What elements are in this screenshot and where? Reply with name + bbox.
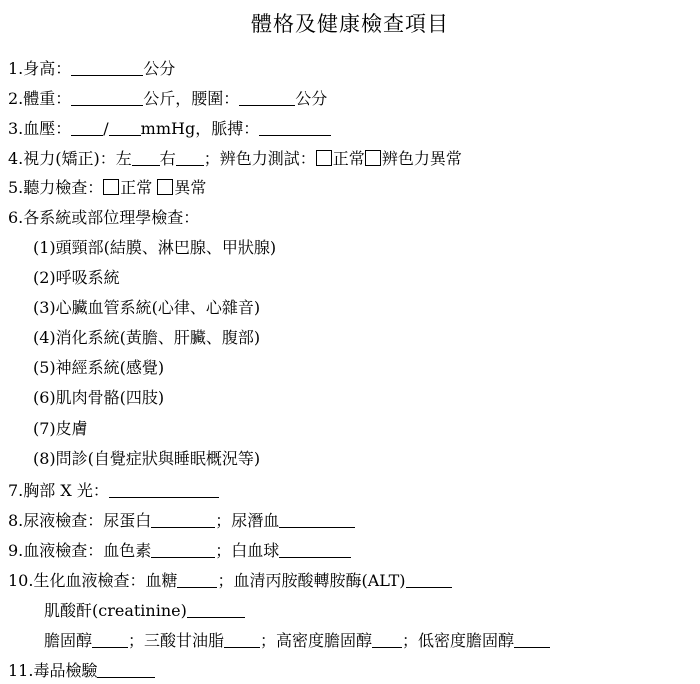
weight-field[interactable] bbox=[71, 89, 143, 106]
bp-slash: / bbox=[103, 119, 109, 138]
item-chest-xray bbox=[8, 480, 219, 502]
hemoglobin-label: 血液檢查：血色素 bbox=[23, 541, 152, 560]
item-urine-test bbox=[8, 510, 355, 532]
exam-sub-item: (4)消化系統(黃膽、肝臟、腹部) bbox=[33, 328, 261, 347]
alt-label: ；血清丙胺酸轉胺酶(ALT) bbox=[217, 571, 406, 590]
item-biochem-test bbox=[8, 570, 452, 592]
hearing-abnormal-label: 異常 bbox=[174, 178, 207, 197]
triglyceride-label: ；三酸甘油脂 bbox=[128, 631, 225, 650]
hearing-abnormal-checkbox[interactable] bbox=[157, 179, 173, 195]
drug-test-field[interactable] bbox=[97, 661, 155, 678]
vision-left-field[interactable] bbox=[132, 149, 160, 166]
item-weight bbox=[8, 88, 327, 110]
item-number: 2. bbox=[8, 89, 24, 108]
alt-field[interactable] bbox=[406, 571, 452, 588]
hemoglobin-field[interactable] bbox=[151, 541, 215, 558]
creatinine-field[interactable] bbox=[187, 601, 245, 618]
triglyceride-field[interactable] bbox=[224, 631, 260, 648]
drug-test-label: 毒品檢驗 bbox=[33, 661, 98, 680]
ldl-label: ；低密度膽固醇 bbox=[402, 631, 515, 650]
item-physical-exam bbox=[8, 207, 199, 229]
wbc-field[interactable] bbox=[279, 541, 351, 558]
exam-sub-item: (6)肌肉骨骼(四肢) bbox=[33, 388, 165, 407]
item-number: 1. bbox=[8, 59, 24, 78]
item-hearing bbox=[8, 177, 206, 199]
page-title: 體格及健康檢查項目 bbox=[251, 12, 449, 36]
bp-label: 血壓： bbox=[23, 119, 72, 138]
color-abnormal-label: 辨色力異常 bbox=[381, 149, 462, 168]
cholesterol-label: 膽固醇 bbox=[44, 631, 93, 650]
hearing-normal-label: 正常 bbox=[120, 178, 153, 197]
bp-systolic-field[interactable] bbox=[71, 119, 103, 136]
bp-diastolic-field[interactable] bbox=[109, 119, 141, 136]
item-drug-test bbox=[8, 660, 155, 682]
color-test-label: ；辨色力測試： bbox=[203, 149, 316, 168]
urine-blood-label: ；尿潛血 bbox=[215, 511, 280, 530]
exam-sub-item: (5)神經系統(感覺) bbox=[33, 358, 165, 377]
waist-unit: 公分 bbox=[295, 89, 328, 108]
chest-xray-label: 胸部 X 光： bbox=[23, 481, 109, 500]
height-unit: 公分 bbox=[143, 59, 176, 78]
item-number: 10. bbox=[8, 571, 34, 590]
item-number: 3. bbox=[8, 119, 24, 138]
item-number: 7. bbox=[8, 481, 24, 500]
urine-blood-field[interactable] bbox=[279, 511, 355, 528]
height-label: 身高： bbox=[23, 59, 72, 78]
lipid-row bbox=[44, 630, 550, 652]
weight-label: 體重： bbox=[23, 89, 72, 108]
item-number: 6. bbox=[8, 208, 24, 227]
exam-sub-item: (8)問診(自覺症狀與睡眠概況等) bbox=[33, 449, 261, 468]
item-height bbox=[8, 58, 175, 80]
chest-xray-field[interactable] bbox=[109, 481, 219, 498]
item-number: 4. bbox=[8, 149, 24, 168]
ldl-field[interactable] bbox=[514, 631, 550, 648]
waist-label: 公斤，腰圍： bbox=[143, 89, 240, 108]
exam-sub-item: (2)呼吸系統 bbox=[33, 268, 120, 287]
item-number: 8. bbox=[8, 511, 24, 530]
item-number: 9. bbox=[8, 541, 24, 560]
color-normal-checkbox[interactable] bbox=[316, 150, 332, 166]
vision-right-label: 右 bbox=[159, 149, 176, 168]
waist-field[interactable] bbox=[239, 89, 295, 106]
exam-sub-item: (7)皮膚 bbox=[33, 419, 88, 438]
exam-sub-item: (1)頭頸部(結膜、淋巴腺、甲狀腺) bbox=[33, 238, 277, 257]
blood-sugar-label: 生化血液檢查：血糖 bbox=[33, 571, 178, 590]
urine-protein-field[interactable] bbox=[151, 511, 215, 528]
item-number: 11. bbox=[8, 661, 34, 680]
color-normal-label: 正常 bbox=[332, 149, 365, 168]
item-number: 5. bbox=[8, 178, 24, 197]
physical-exam-label: 各系統或部位理學檢查： bbox=[23, 208, 200, 227]
hdl-label: ；高密度膽固醇 bbox=[260, 631, 373, 650]
blood-sugar-field[interactable] bbox=[177, 571, 217, 588]
hdl-field[interactable] bbox=[372, 631, 402, 648]
pulse-field[interactable] bbox=[259, 119, 331, 136]
wbc-label: ；白血球 bbox=[215, 541, 280, 560]
creatinine-row bbox=[44, 600, 245, 622]
urine-protein-label: 尿液檢查：尿蛋白 bbox=[23, 511, 152, 530]
vision-right-field[interactable] bbox=[176, 149, 204, 166]
item-blood-pressure bbox=[8, 118, 331, 140]
cholesterol-field[interactable] bbox=[92, 631, 128, 648]
hearing-label: 聽力檢查： bbox=[23, 178, 104, 197]
height-field[interactable] bbox=[71, 59, 143, 76]
hearing-normal-checkbox[interactable] bbox=[103, 179, 119, 195]
item-vision bbox=[8, 148, 462, 170]
exam-sub-item: (3)心臟血管系統(心律、心雜音) bbox=[33, 298, 261, 317]
vision-left-label: 視力(矯正)：左 bbox=[23, 149, 132, 168]
color-abnormal-checkbox[interactable] bbox=[365, 150, 381, 166]
pulse-label: mmHg，脈搏： bbox=[140, 119, 260, 138]
creatinine-label: 肌酸酐(creatinine) bbox=[44, 601, 187, 620]
item-blood-test bbox=[8, 540, 351, 562]
